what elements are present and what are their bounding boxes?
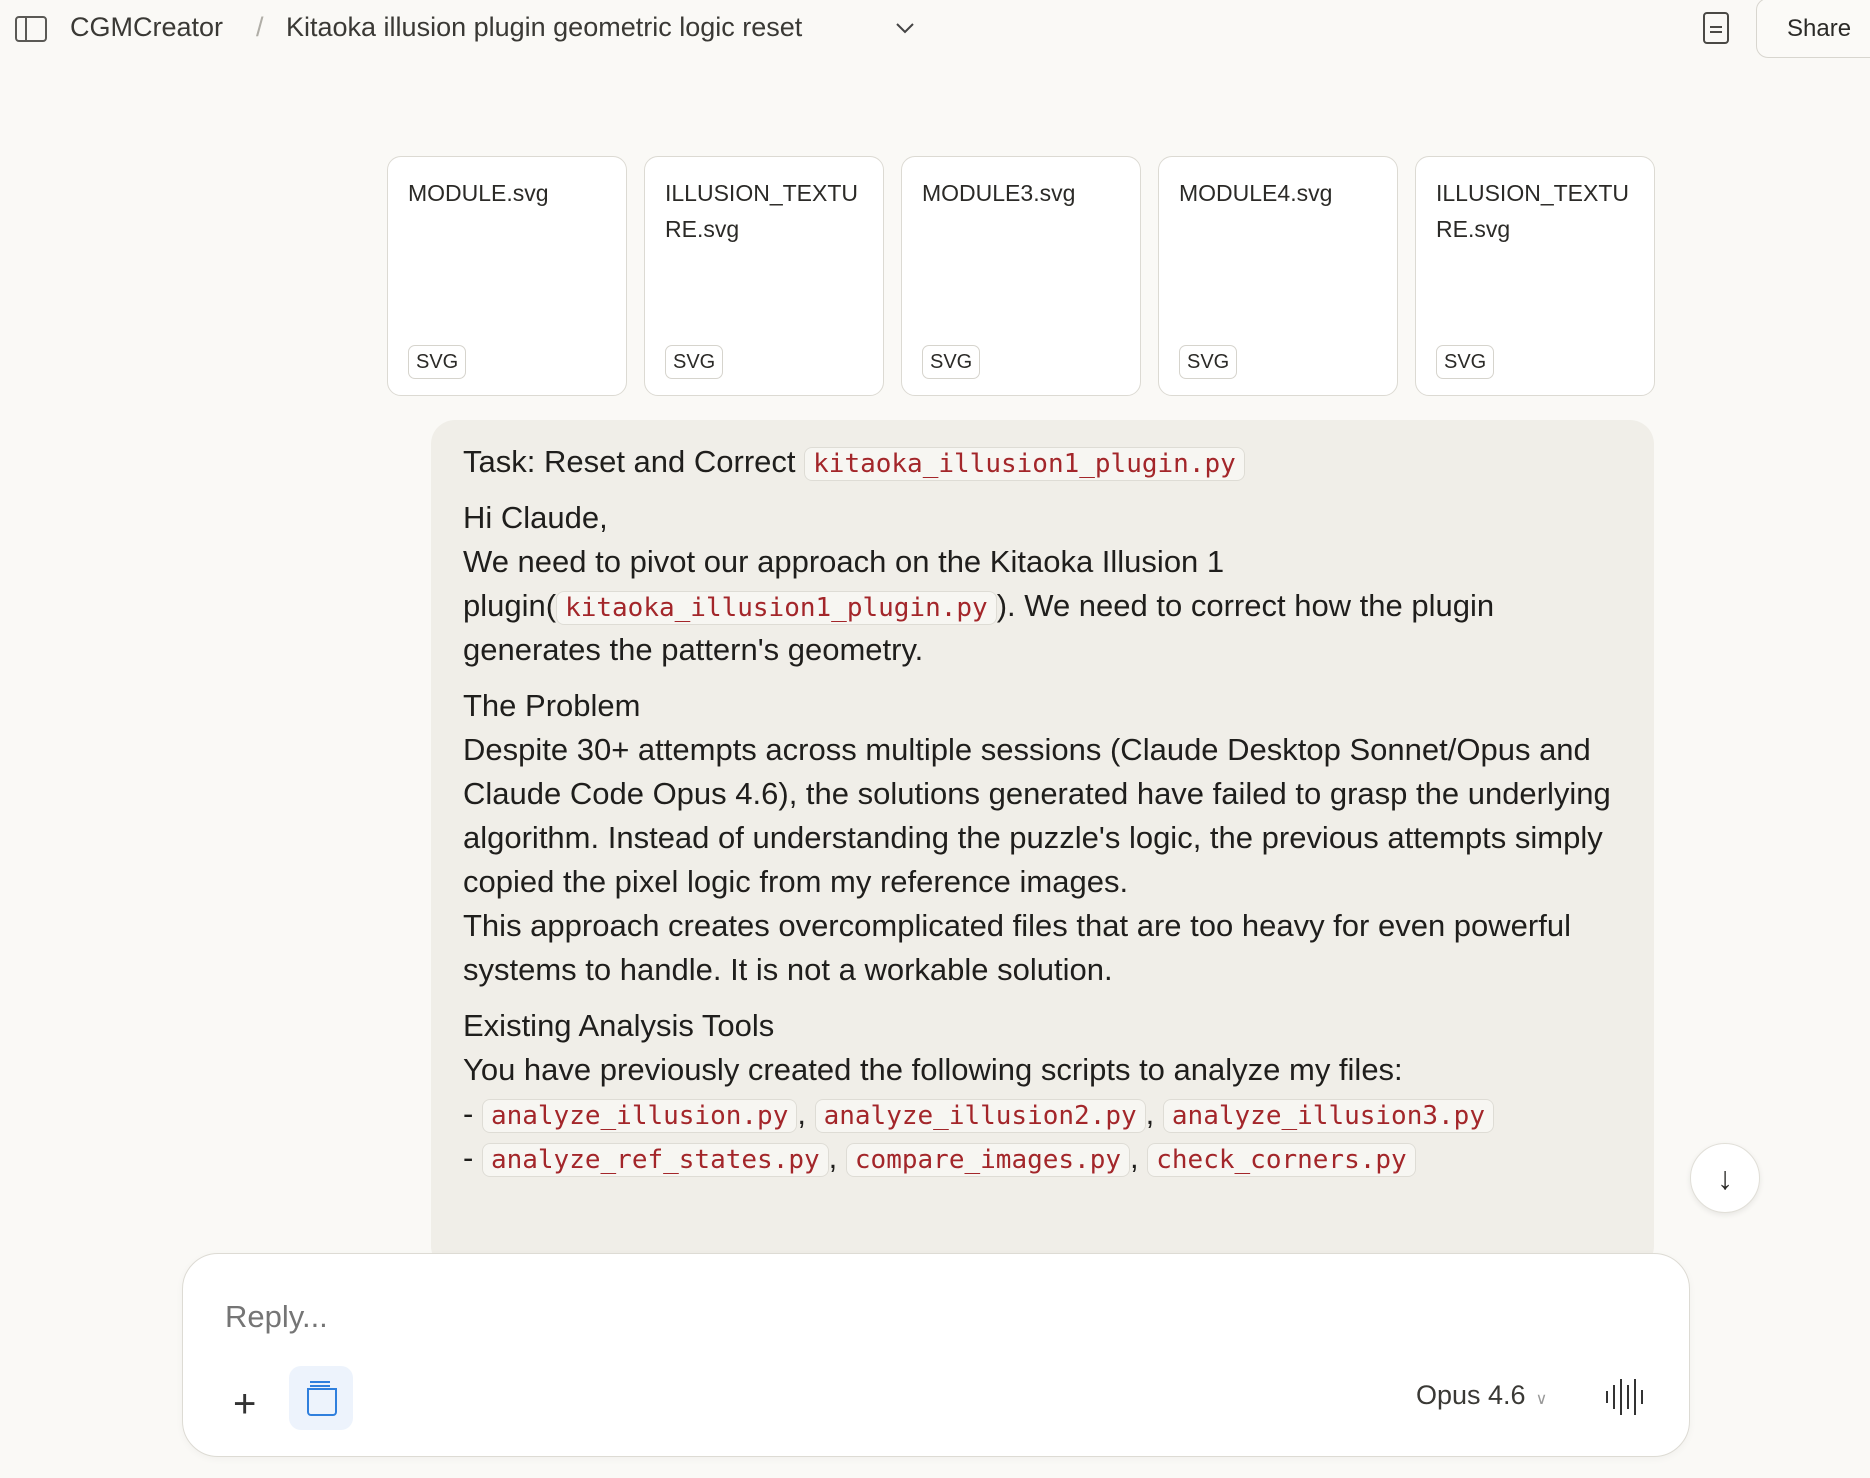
attachment-name: MODULE3.svg (922, 180, 1076, 206)
model-label: Opus 4.6 (1416, 1380, 1526, 1410)
user-message (431, 420, 1654, 1270)
add-attachment-button[interactable] (233, 1384, 256, 1424)
paragraph (463, 540, 1622, 672)
breadcrumb-project[interactable]: CGMCreator (70, 12, 224, 42)
file-type-badge: SVG (1179, 345, 1237, 379)
inline-code: analyze_illusion3.py (1163, 1099, 1494, 1133)
file-type-badge: SVG (408, 345, 466, 379)
heading: Existing Analysis Tools (463, 1008, 775, 1043)
list-item: - analyze_illusion.py , analyze_illusion2.py , analyze_illusion3.py (463, 1092, 1622, 1136)
paragraph: You have previously created the following scripts to analyze my files: (463, 1052, 1403, 1087)
attachment-name: ILLUSION_TEXTURE.svg (1436, 180, 1629, 242)
attachment-card[interactable] (387, 156, 627, 396)
attachment-name: MODULE4.svg (1179, 180, 1333, 206)
inline-code: compare_images.py (846, 1143, 1130, 1177)
document-icon[interactable] (1703, 12, 1729, 44)
inline-code: analyze_ref_states.py (482, 1143, 829, 1177)
chevron-down-icon: ∨ (1535, 1391, 1548, 1408)
text: ). We need to correct how the plugin generates the pattern's geometry. (463, 588, 1495, 667)
greeting: Hi Claude, (463, 500, 608, 535)
model-selector[interactable] (1416, 1380, 1547, 1411)
voice-mode-button[interactable] (1606, 1379, 1643, 1415)
share-button[interactable]: Share (1756, 0, 1870, 58)
sidebar-toggle-icon[interactable] (15, 16, 47, 42)
attachment-card[interactable] (644, 156, 884, 396)
inline-code: analyze_illusion.py (482, 1099, 797, 1133)
inline-code: kitaoka_illusion1_plugin.py (556, 591, 997, 625)
reply-input[interactable] (225, 1299, 1525, 1335)
list-item: - analyze_ref_states.py , compare_images.py , check_corners.py (463, 1136, 1622, 1180)
heading: The Problem (463, 688, 641, 723)
conversation-title[interactable]: Kitaoka illusion plugin geometric logic reset (286, 12, 803, 42)
arrow-down-icon: ↓ (1717, 1159, 1733, 1196)
scroll-to-bottom-button[interactable] (1690, 1143, 1760, 1213)
file-type-badge: SVG (1436, 345, 1494, 379)
composer (182, 1253, 1690, 1457)
attachment-name: ILLUSION_TEXTURE.svg (665, 180, 858, 242)
inline-code: analyze_illusion2.py (815, 1099, 1146, 1133)
paragraph: Despite 30+ attempts across multiple sessions (Claude Desktop Sonnet/Opus and Claude Code Opus 4.6), the solutions generated have failed to grasp the underlying algorithm. Instead of understanding the puzzle's logic, the previous attempts simply copied the pixel logic from my reference images. (463, 732, 1611, 899)
paragraph: This approach creates overcomplicated files that are too heavy for even powerful systems to handle. It is not a workable solution. (463, 908, 1571, 987)
file-type-badge: SVG (665, 345, 723, 379)
file-type-badge: SVG (922, 345, 980, 379)
text: We need to pivot our approach on the Kitaoka Illusion 1 plugin( (463, 544, 1225, 623)
inline-code: kitaoka_illusion1_plugin.py (804, 447, 1245, 481)
chevron-down-icon[interactable] (893, 16, 917, 40)
project-button[interactable] (289, 1366, 353, 1430)
attachment-card[interactable] (901, 156, 1141, 396)
inline-code: check_corners.py (1147, 1143, 1415, 1177)
attachments (387, 156, 1655, 396)
breadcrumb-separator: / (256, 12, 264, 42)
top-bar (0, 0, 1870, 64)
attachment-card[interactable] (1158, 156, 1398, 396)
task-line (463, 440, 1622, 484)
task-label: Task: Reset and Correct (463, 444, 805, 479)
attachment-name: MODULE.svg (408, 180, 549, 206)
attachment-card[interactable] (1415, 156, 1655, 396)
plus-icon: + (233, 1382, 257, 1426)
